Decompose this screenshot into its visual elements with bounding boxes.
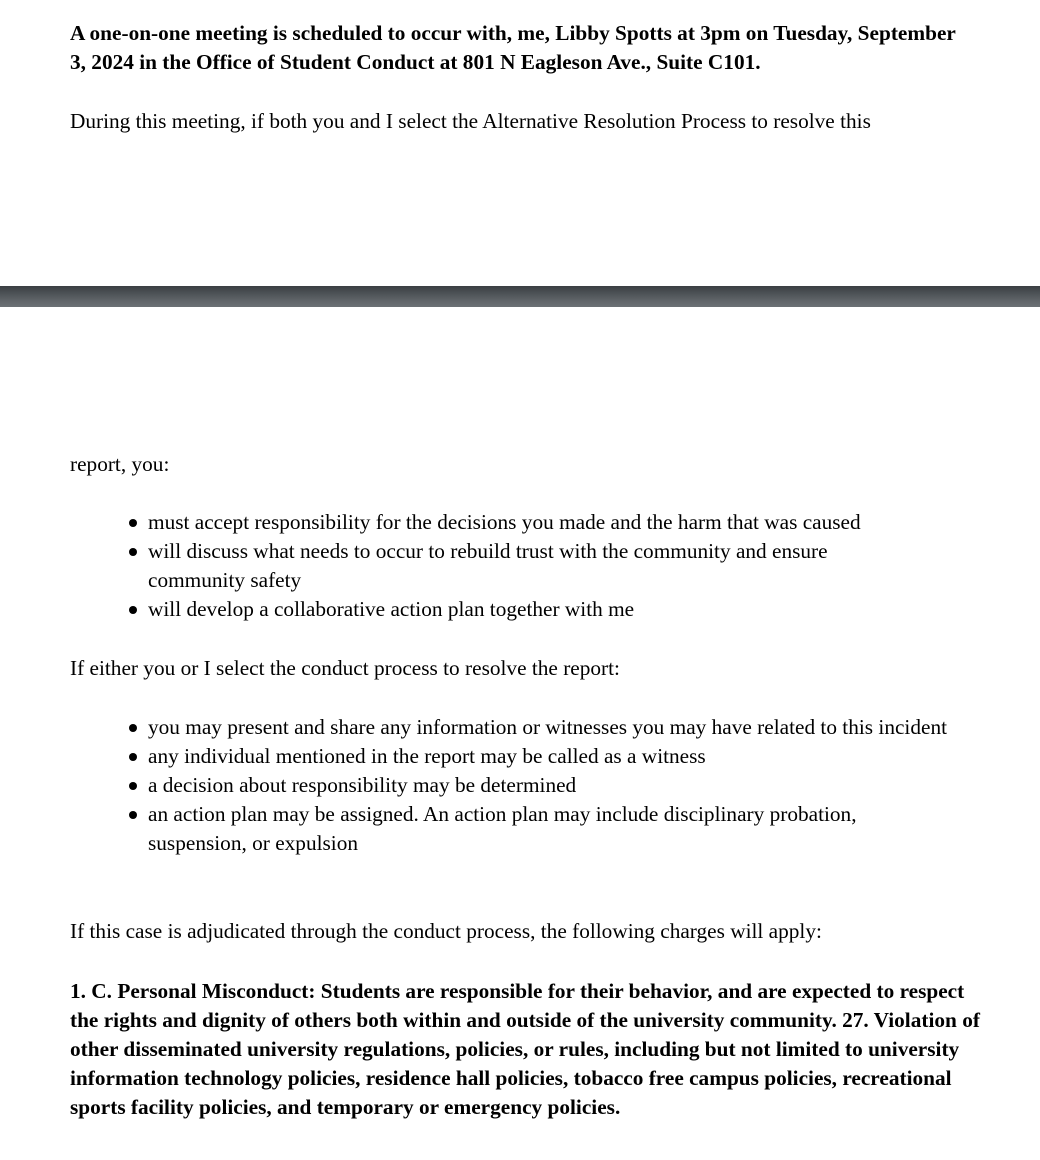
arp-bullet-list bbox=[70, 508, 970, 624]
conduct-intro: If either you or I select the conduct process to resolve the report: bbox=[70, 656, 620, 680]
charges-text: 1. C. Personal Misconduct: Students are responsible for their behavior, and are expected to respect the rights and dignity of others both within and outside of the university community. 27. Violation of other disseminated university regulations, policies, or rules, including but not limited to university information technology policies, residence hall policies, tobacco free campus policies, recreational sports facility policies, and temporary or emergency policies. bbox=[70, 979, 980, 1119]
page-separator bbox=[0, 286, 1040, 307]
meeting-notice: A one-on-one meeting is scheduled to occur with, me, Libby Spotts at 3pm on Tuesday, September 3, 2024 in the Office of Student Conduct at 801 N Eagleson Ave., Suite C101. bbox=[70, 21, 956, 74]
conduct-bullet-list bbox=[70, 713, 970, 858]
list-item: will discuss what needs to occur to rebuild trust with the community and ensure community safety bbox=[70, 537, 918, 595]
list-item: must accept responsibility for the decisions you made and the harm that was caused bbox=[70, 508, 970, 537]
document-page-1 bbox=[0, 0, 1040, 286]
arp-intro-start: During this meeting, if both you and I select the Alternative Resolution Process to resolve this bbox=[70, 109, 871, 133]
list-item: any individual mentioned in the report may be called as a witness bbox=[70, 742, 970, 771]
list-item: will develop a collaborative action plan together with me bbox=[70, 595, 970, 624]
list-item: an action plan may be assigned. An action plan may include disciplinary probation, suspension, or expulsion bbox=[70, 800, 948, 858]
list-item: you may present and share any information or witnesses you may have related to this incident bbox=[70, 713, 948, 742]
document-page-2 bbox=[0, 307, 1040, 1160]
list-item: a decision about responsibility may be determined bbox=[70, 771, 970, 800]
charges-intro: If this case is adjudicated through the conduct process, the following charges will apply: bbox=[70, 919, 822, 943]
arp-intro-end: report, you: bbox=[70, 452, 170, 476]
